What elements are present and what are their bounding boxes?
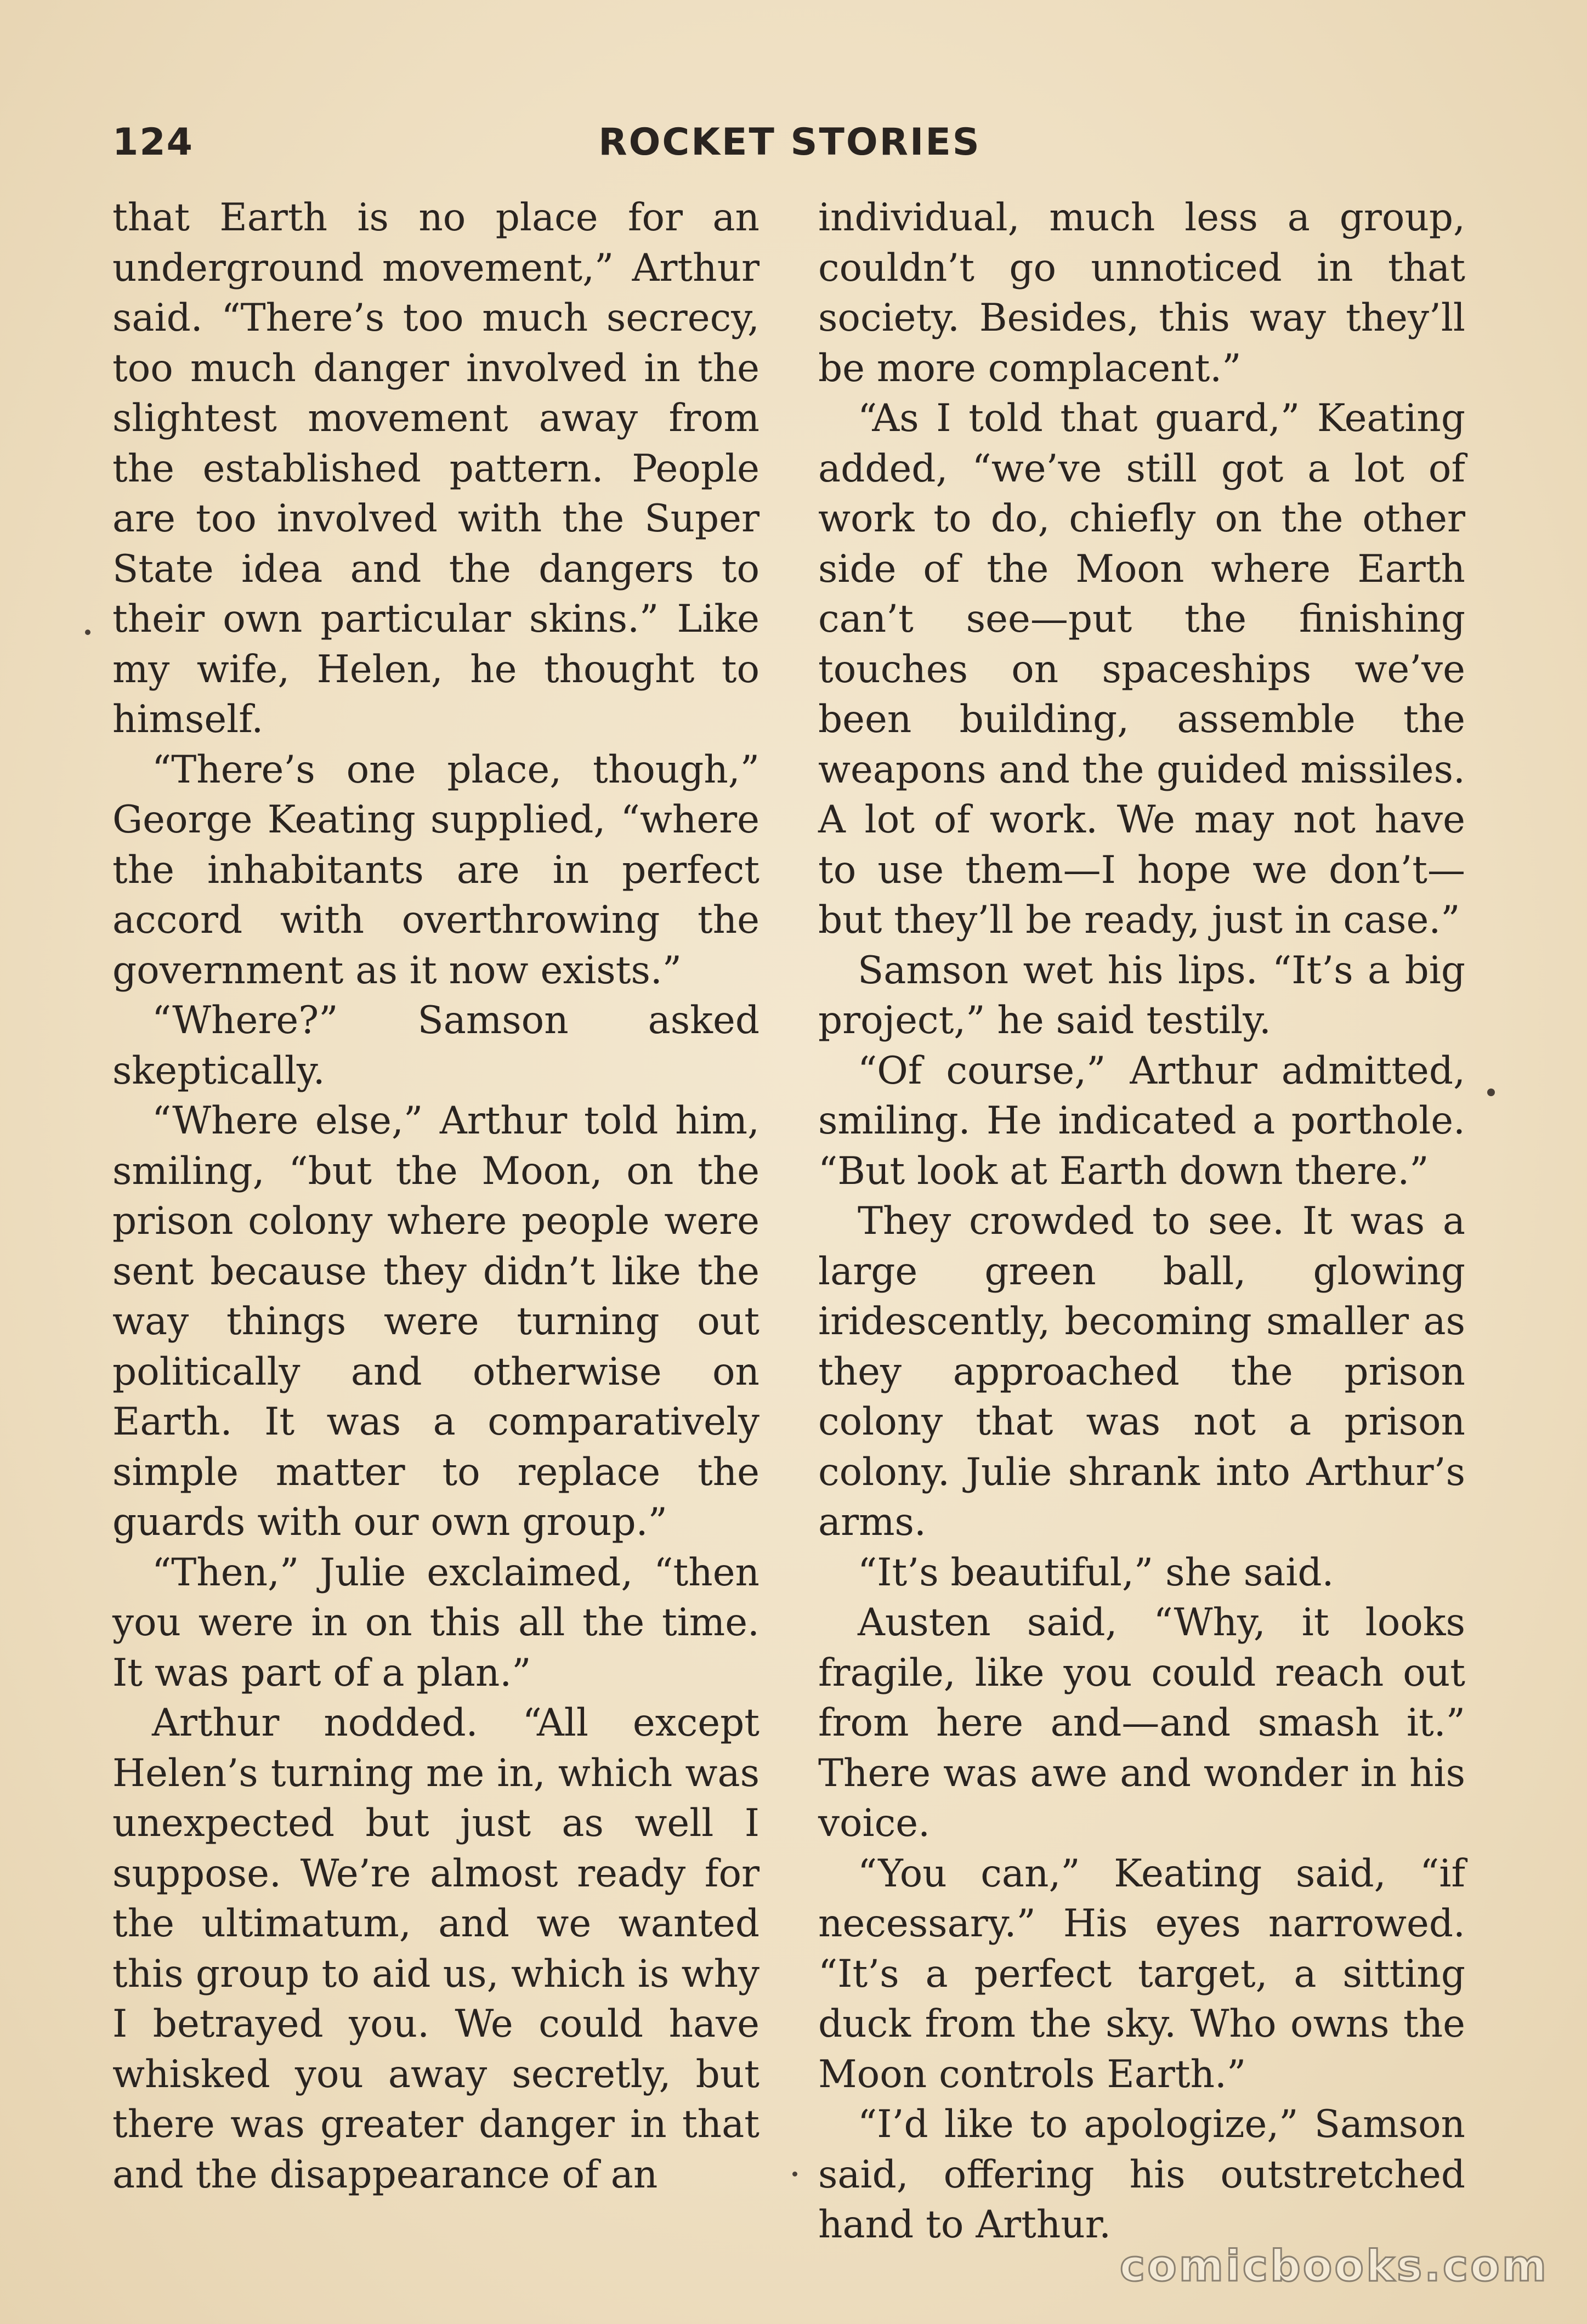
- ink-speck: [792, 2172, 797, 2176]
- paragraph: “As I told that guard,” Keating added, “we’ve still got a lot of work to do, chiefly on the other side of the Moon where Earth can’t see—put the finishing touches on spaceships we’ve been building, assemble the weapons and the guided missiles. A lot of work. We may not have to use them—I hope we don’t—but they’ll be ready, just in case.”: [818, 396, 1465, 942]
- paragraph: “Of course,” Arthur admitted, smiling. He indicated a porthole. “But look at Earth down there.”: [818, 1048, 1465, 1193]
- paragraph: that Earth is no place for an underground movement,” Arthur said. “There’s too much secrecy, too much danger involved in the slightest movement away from the established pattern. People are too involved with the Super State idea and the dangers to their own particular skins.” Like my wife, Helen, he thought to himself.: [112, 196, 760, 741]
- watermark: comicbooks.com: [1119, 2242, 1549, 2291]
- ink-speck: [1487, 1089, 1495, 1096]
- paragraph: Samson wet his lips. “It’s a big project,” he said testily.: [818, 948, 1465, 1042]
- right-column: [818, 193, 1465, 2251]
- paragraph: “Then,” Julie exclaimed, “then you were in on this all the time. It was part of a plan.”: [112, 1550, 760, 1695]
- running-title: ROCKET STORIES: [598, 121, 981, 164]
- paragraph: individual, much less a group, couldn’t go unnoticed in that society. Besides, this way they’ll be more complacent.”: [818, 196, 1465, 390]
- paragraph: “There’s one place, though,” George Keating supplied, “where the inhabitants are in perfect accord with overthrowing the government as it now exists.”: [112, 747, 760, 993]
- paragraph: They crowded to see. It was a large green ball, glowing iridescently, becoming smaller as they approached the prison colony that was not a prison colony. Julie shrank into Arthur’s arms.: [818, 1199, 1465, 1544]
- paragraph: “I’d like to apologize,” Samson said, offering his outstretched hand to Arthur.: [818, 2102, 1465, 2247]
- ink-speck: [85, 630, 90, 635]
- left-column: [112, 193, 760, 2200]
- paragraph: Austen said, “Why, it looks fragile, like you could reach out from here and—and smash it.” There was awe and wonder in his voice.: [818, 1601, 1465, 1845]
- page-header: [112, 115, 1467, 175]
- page-number: 124: [112, 121, 194, 164]
- paragraph: Arthur nodded. “All except Helen’s turning me in, which was unexpected but just as well I suppose. We’re almost ready for the ultimatum, and we wanted this group to aid us, which is why I betrayed you. We could have whisked you away secretly, but there was greater danger in that and the disappearance of an: [112, 1701, 760, 2197]
- paragraph: “You can,” Keating said, “if necessary.” His eyes narrowed. “It’s a perfect target, a sitting duck from the sky. Who owns the Moon controls Earth.”: [818, 1851, 1465, 2096]
- paragraph: “Where else,” Arthur told him, smiling, “but the Moon, on the prison colony where people were sent because they didn’t like the way things were turning out politically and otherwise on Earth. It was a comparatively simple matter to replace the guards with our own group.”: [112, 1099, 760, 1544]
- paragraph: “It’s beautiful,” she said.: [858, 1550, 1334, 1595]
- paragraph: “Where?” Samson asked skeptically.: [112, 999, 760, 1093]
